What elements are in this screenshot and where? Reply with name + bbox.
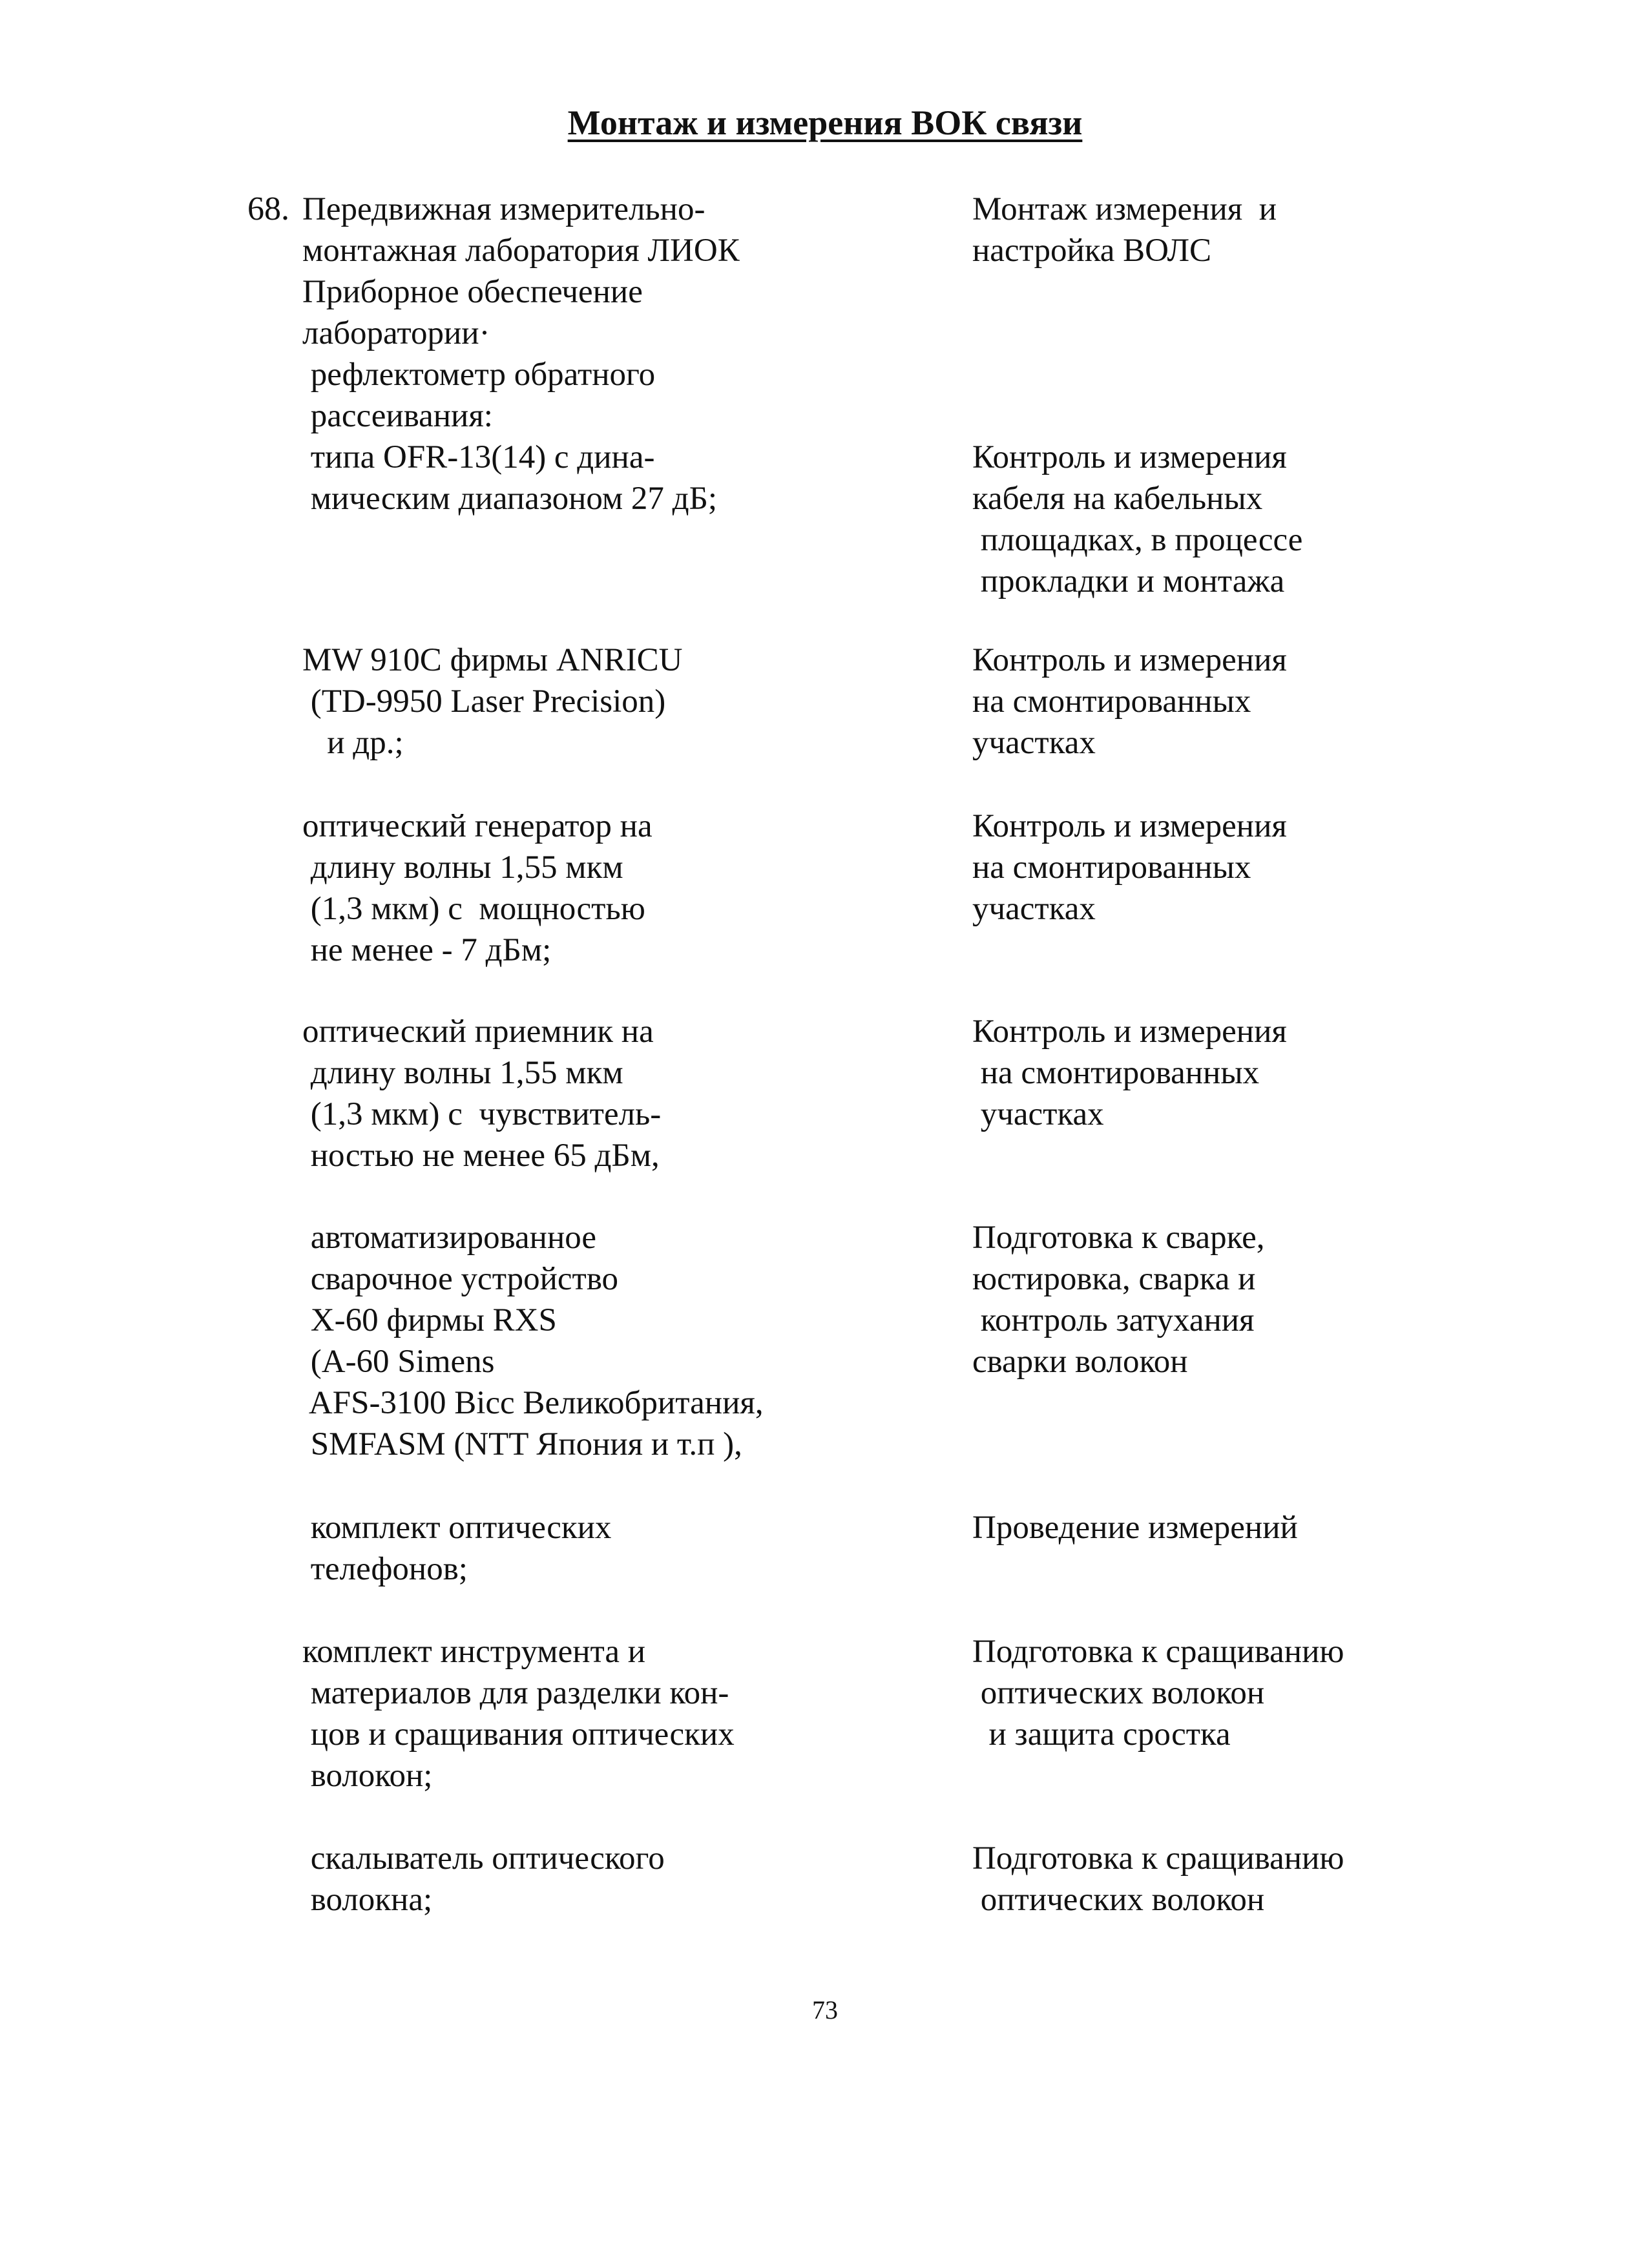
purpose-line (972, 313, 1302, 354)
row-3-purpose (972, 806, 1287, 930)
equipment-line: Х-60 фирмы RXS (302, 1302, 557, 1338)
row-5-purpose (972, 1217, 1264, 1382)
purpose-line: Контроль и измерения (972, 808, 1287, 844)
equipment-line: (TD-9950 Laser Precision) (302, 683, 666, 720)
purpose-line: Подготовка к сращиванию (972, 1840, 1344, 1877)
equipment-line: лаборатории· (302, 315, 490, 351)
equipment-line: рассеивания: (302, 398, 493, 434)
purpose-line (972, 354, 1302, 395)
equipment-line: мическим диапазоном 27 дБ; (302, 481, 718, 517)
purpose-line: Контроль и измерения (972, 439, 1287, 475)
equipment-line: (1,3 мкм) с чувствитель- (302, 1096, 662, 1132)
equipment-line: волокна; (302, 1882, 433, 1918)
equipment-line: длину волны 1,55 мкм (302, 1055, 623, 1091)
row-4-equipment (302, 1011, 661, 1176)
row-7-purpose (972, 1631, 1344, 1755)
row-5-equipment (302, 1217, 764, 1465)
equipment-line: оптический приемник на (302, 1014, 654, 1050)
purpose-line: Проведение измерений (972, 1510, 1298, 1546)
row-3-equipment (302, 806, 653, 971)
purpose-line: на смонтированных (972, 1055, 1260, 1091)
purpose-line: прокладки и монтажа (972, 563, 1285, 599)
purpose-line: Подготовка к сварке, (972, 1220, 1265, 1256)
row-8-equipment (302, 1838, 665, 1920)
purpose-line: площадках, в процессе (972, 522, 1303, 558)
purpose-line: контроль затухания (972, 1302, 1255, 1338)
equipment-line: автоматизированное (302, 1220, 596, 1256)
purpose-line: участках (972, 725, 1096, 761)
purpose-line: Подготовка к сращиванию (972, 1634, 1344, 1670)
purpose-line: Контроль и измерения (972, 1014, 1287, 1050)
equipment-line: (1,3 мкм) с мощностью (302, 891, 645, 927)
purpose-line: оптических волокон (972, 1675, 1265, 1711)
row-7-equipment (302, 1631, 735, 1796)
equipment-line: рефлектометр обратного (302, 357, 656, 393)
row-2-equipment (302, 640, 682, 764)
purpose-line: Контроль и измерения (972, 642, 1287, 678)
purpose-line: настройка ВОЛС (972, 233, 1212, 269)
equipment-line: комплект оптических (302, 1510, 612, 1546)
equipment-line: комплект инструмента и (302, 1634, 646, 1670)
equipment-line: сварочное устройство (302, 1261, 619, 1297)
purpose-line: сварки волокон (972, 1344, 1188, 1380)
equipment-line: волокон; (302, 1758, 433, 1794)
equipment-line: длину волны 1,55 мкм (302, 849, 623, 886)
equipment-line: Приборное обеспечение (302, 274, 643, 310)
equipment-line: не менее - 7 дБм; (302, 932, 552, 968)
purpose-line: участках (972, 891, 1096, 927)
page-title (0, 102, 1650, 144)
equipment-line: телефонов; (302, 1551, 468, 1587)
row-1-equipment (302, 189, 740, 519)
purpose-line: на смонтированных (972, 849, 1251, 886)
equipment-line: AFS-3100 Bicc Великобритания, (302, 1385, 764, 1421)
equipment-line: монтажная лаборатория ЛИОК (302, 233, 740, 269)
purpose-line: оптических волокон (972, 1882, 1265, 1918)
purpose-line: участках (972, 1096, 1104, 1132)
equipment-line: и др.; (302, 725, 404, 761)
purpose-line: Монтаж измерения и (972, 191, 1277, 227)
equipment-line: Передвижная измерительно- (302, 191, 705, 227)
purpose-line: на смонтированных (972, 683, 1251, 720)
purpose-line: и защита сростка (972, 1716, 1231, 1753)
equipment-line: MW 910С фирмы ANRICU (302, 642, 683, 678)
equipment-line: (А-60 Simens (302, 1344, 495, 1380)
row-4-purpose (972, 1011, 1287, 1135)
page-number: 73 (812, 1995, 838, 2024)
equipment-line: ностью не менее 65 дБм, (302, 1138, 660, 1174)
row-6-equipment (302, 1507, 611, 1590)
row-1-purpose (972, 189, 1302, 602)
equipment-line: материалов для разделки кон- (302, 1675, 729, 1711)
row-2-purpose (972, 640, 1287, 764)
equipment-line: оптический генератор на (302, 808, 653, 844)
purpose-line: кабеля на кабельных (972, 481, 1263, 517)
equipment-line: типа OFR-13(14) с дина- (302, 439, 655, 475)
purpose-line: юстировка, сварка и (972, 1261, 1256, 1297)
equipment-line: SMFASM (NTT Япония и т.п ), (302, 1426, 742, 1462)
page-title-text: Монтаж и измерения ВОК связи (567, 103, 1083, 142)
row-6-purpose (972, 1507, 1298, 1548)
row-8-purpose (972, 1838, 1344, 1920)
equipment-line: цов и сращивания оптических (302, 1716, 735, 1753)
purpose-line (972, 395, 1302, 437)
item-number: 68. (247, 191, 289, 227)
equipment-line: скалыватель оптического (302, 1840, 665, 1877)
purpose-line (972, 271, 1302, 313)
